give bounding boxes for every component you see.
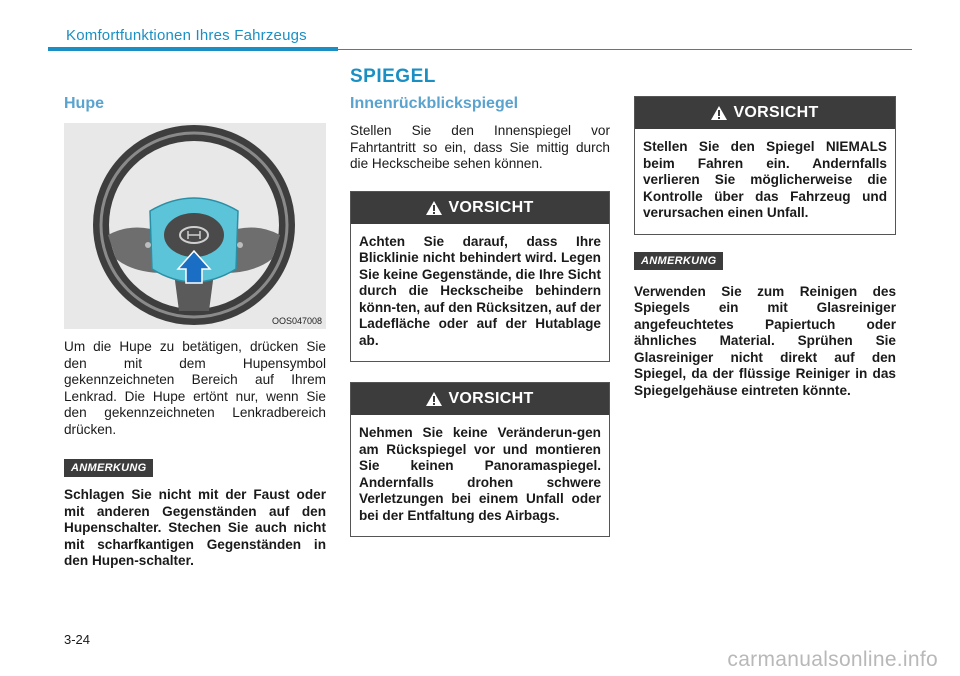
caution-header-2	[351, 383, 609, 415]
caution-text-1: Achten Sie darauf, dass Ihre Blicklinie nicht behindert wird. Legen Sie keine Gegenstände, die Ihre Sicht durch die Heckscheibe behindern könn-ten, auf den Rücksitzen, auf der Ladefläche oder auf der Hutablage ab.	[359, 233, 601, 348]
column-right	[634, 96, 896, 399]
right-note-badge: ANMERKUNG	[634, 252, 723, 270]
horn-note-badge: ANMERKUNG	[64, 459, 153, 477]
heading-horn: Hupe	[64, 95, 104, 112]
caution-box-1	[350, 191, 610, 363]
column-horn	[64, 92, 326, 570]
caution-header-1	[351, 192, 609, 224]
caution-text-3: Stellen Sie den Spiegel NIEMALS beim Fahren ein. Andernfalls verlieren Sie möglicherweise die Kontrolle über das Fahrzeug und verursachen einen Unfall.	[643, 139, 887, 220]
mirror-description: Stellen Sie den Innenspiegel vor Fahrtantritt so ein, dass Sie mittig durch die Heckscheibe sehen können.	[350, 123, 610, 171]
page-number: 3-24	[64, 632, 91, 647]
caution-label-2: VORSICHT	[448, 390, 534, 407]
caution-box-3	[634, 96, 896, 235]
header-rule-thin	[338, 49, 912, 50]
caution-text-2: Nehmen Sie keine Veränderun-gen am Rückspiegel vor und montieren Sie keinen Panoramaspiegel. Andernfalls drohen schwere Verletzungen bei einem Unfall oder bei der Entfaltung des Airbags.	[359, 425, 601, 523]
horn-description: Um die Hupe zu betätigen, drücken Sie den mit dem Hupensymbol gekennzeichneten Bereich auf Ihrem Lenkrad. Die Hupe ertönt nur, wenn Sie den gekennzeichneten Lenkradbereich drücken.	[64, 339, 326, 437]
warning-icon	[711, 106, 727, 120]
figure-code: OOS047008	[271, 316, 322, 326]
watermark: carmanualsonline.info	[727, 648, 938, 671]
horn-note-badge-wrap	[64, 458, 326, 477]
right-note-badge-wrap	[634, 251, 896, 270]
caution-box-2	[350, 382, 610, 537]
caution-header-3	[635, 97, 895, 129]
warning-icon	[426, 201, 442, 215]
caution-label-3: VORSICHT	[733, 104, 819, 121]
right-note-text: Verwenden Sie zum Reinigen des Spiegels ein mit Glasreiniger angefeuchtetes Papiertuch oder ähnliches Material. Sprühen Sie Glasreiniger nicht direkt auf den Spiegel, da der flüssige Reiniger in das Spiegelgehäuse eintreten könnte.	[634, 283, 896, 398]
header-rule-thick	[48, 47, 338, 51]
steering-wheel-figure	[64, 123, 326, 329]
section-title: SPIEGEL	[350, 66, 436, 87]
heading-mirror: Innenrückblickspiegel	[350, 95, 519, 112]
header-title: Komfortfunktionen Ihres Fahrzeugs	[66, 27, 307, 44]
caution-label-1: VORSICHT	[448, 198, 534, 216]
horn-note-text: Schlagen Sie nicht mit der Faust oder mit anderen Gegenständen auf den Hupenschalter. Stechen Sie auch nicht mit scharfkantigen Gegenständen in den Hupen-schalter.	[64, 487, 326, 568]
steering-wheel-illustration	[64, 123, 326, 329]
warning-icon	[426, 392, 442, 406]
column-mirror	[350, 92, 610, 537]
